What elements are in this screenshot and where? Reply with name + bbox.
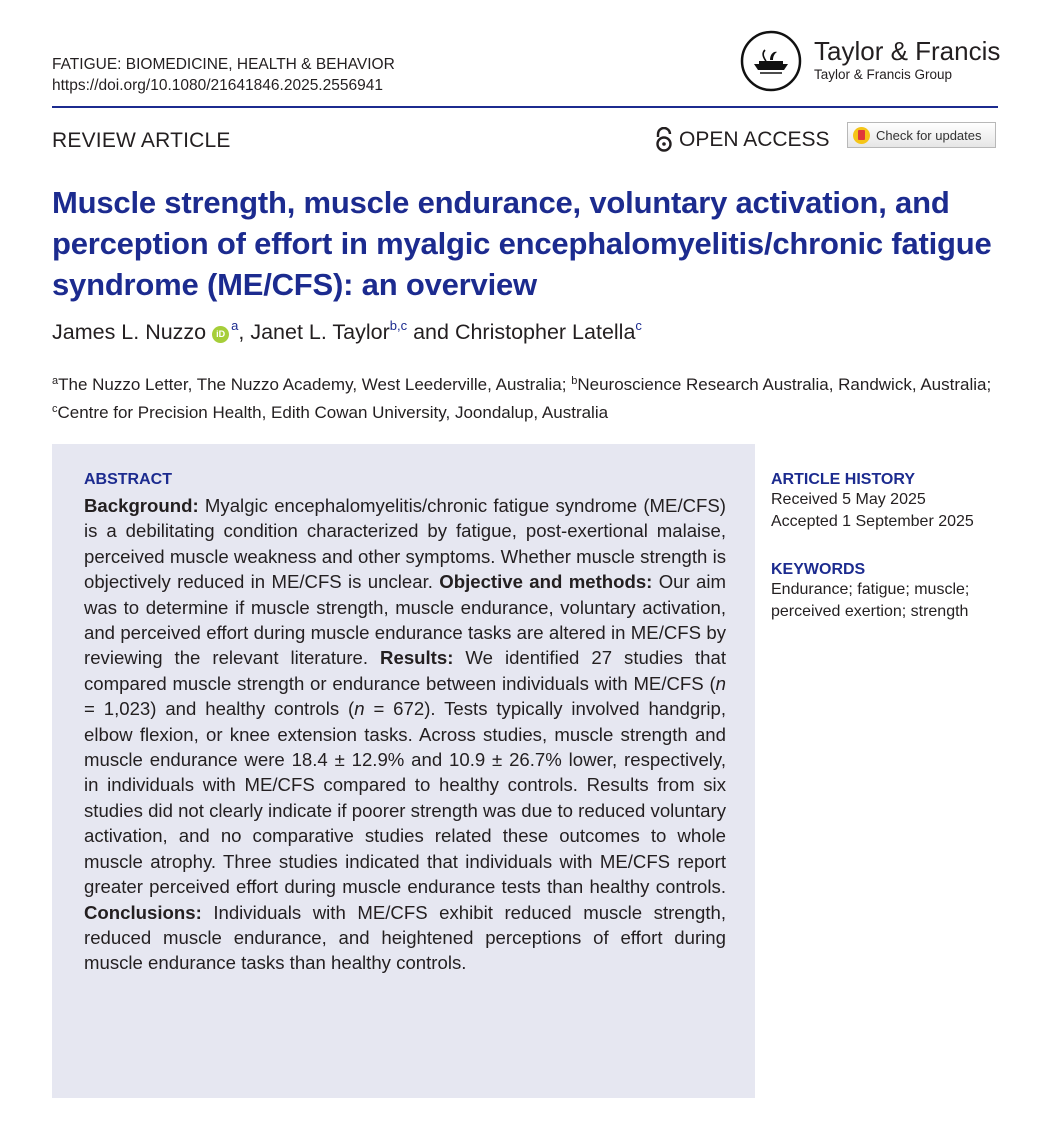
check-for-updates-label: Check for updates — [876, 127, 982, 143]
author-affil-mark: c — [635, 318, 642, 333]
accepted-date: Accepted 1 September 2025 — [771, 513, 974, 530]
affil-text-b: Neuroscience Research Australia, Randwick, Australia; — [577, 375, 992, 394]
results-text: We identified 27 studies that compared muscle strength or endurance between individuals with ME/CFS ( — [84, 647, 726, 694]
publisher-group: Taylor & Francis Group — [814, 67, 953, 82]
affil-mark-a: a — [52, 375, 59, 387]
header-divider — [52, 106, 998, 108]
open-access-badge — [655, 127, 830, 153]
author-separator: , — [238, 320, 251, 344]
crossmark-icon — [853, 127, 870, 144]
conclusions-label: Conclusions: — [84, 901, 202, 923]
publisher-block — [814, 36, 1000, 84]
background-label: Background: — [84, 495, 199, 516]
received-date: Received 5 May 2025 — [771, 491, 926, 508]
publisher-name: Taylor & Francis — [814, 36, 1001, 66]
author-name[interactable]: James L. Nuzzo — [52, 320, 207, 344]
keywords-line: perceived exertion; strength — [771, 603, 969, 620]
keywords — [771, 561, 1011, 623]
orcid-icon[interactable]: iD — [212, 326, 229, 343]
author-name[interactable]: Christopher Latella — [454, 320, 636, 344]
article-history-heading: ARTICLE HISTORY — [771, 471, 916, 488]
author-separator: and — [407, 320, 455, 344]
conclusions-text: Individuals with ME/CFS exhibit reduced muscle strength, reduced muscle endurance, and heightened perceptions of effort during muscle endurance tasks than healthy controls. — [84, 901, 726, 974]
author-affil-mark: b,c — [389, 318, 408, 333]
results-text: = 1,023) and healthy controls ( — [84, 698, 355, 720]
open-access-label: OPEN ACCESS — [679, 128, 830, 151]
author-list — [52, 318, 642, 345]
background-text: Myalgic encephalomyelitis/chronic fatigue syndrome (ME/CFS) is a debilitating condition characterized by fatigue, post-exertional malaise, perceived muscle weakness and other symptoms. Whether muscle strength is objectively reduced in ME/CFS is unclear. — [84, 495, 726, 593]
affil-text-a: The Nuzzo Letter, The Nuzzo Academy, West Leederville, Australia; — [58, 375, 572, 394]
article-history — [771, 471, 1011, 533]
article-type: REVIEW ARTICLE — [52, 129, 231, 152]
objective-label: Objective and methods: — [439, 571, 653, 593]
affil-text-c: Centre for Precision Health, Edith Cowan University, Joondalup, Australia — [57, 403, 609, 422]
abstract-heading: ABSTRACT — [84, 471, 172, 488]
author-affil-mark: a — [231, 318, 239, 333]
open-lock-icon — [655, 127, 673, 153]
taylor-francis-logo-icon — [740, 30, 802, 92]
keywords-heading: KEYWORDS — [771, 561, 866, 578]
n-symbol: n — [715, 672, 726, 694]
journal-name: FATIGUE: BIOMEDICINE, HEALTH & BEHAVIOR — [52, 56, 395, 73]
n-symbol: n — [354, 698, 365, 720]
article-title: Muscle strength, muscle endurance, voluntary activation, and perception of effort in myalgic encephalomyelitis/chronic fatigue syndrome (ME/CFS): an overview — [52, 185, 992, 302]
affil-mark-b: b — [571, 375, 578, 387]
keywords-line: Endurance; fatigue; muscle; — [771, 581, 970, 598]
objective-text: Our aim was to determine if muscle strength, muscle endurance, voluntary activation, and perceived effort during muscle endurance tasks are altered in ME/CFS by reviewing the relevant literature. — [84, 571, 726, 669]
results-label: Results: — [380, 647, 454, 669]
affiliations — [52, 369, 1012, 425]
check-for-updates-button[interactable] — [847, 122, 996, 148]
results-text: = 672). Tests typically involved handgrip, elbow flexion, or knee extension tasks. Across studies, muscle strength and muscle endurance were 18.4 ± 12.9% and 10.9 ± 26.7% lower, respectively, in individuals with ME/CFS compared to healthy controls. Results from six studies did not clearly indicate if poorer strength was due to reduced voluntary activation, and no comparative studies related these outcomes to whole muscle atrophy. Three studies indicated that individuals with ME/CFS report greater perceived effort during muscle endurance tests than healthy controls. — [84, 698, 727, 898]
affil-mark-c: c — [52, 403, 58, 415]
author-name[interactable]: Janet L. Taylor — [250, 320, 390, 344]
doi-link[interactable]: https://doi.org/10.1080/21641846.2025.2556941 — [52, 77, 383, 94]
journal-header — [52, 54, 395, 96]
abstract-body — [84, 493, 726, 976]
